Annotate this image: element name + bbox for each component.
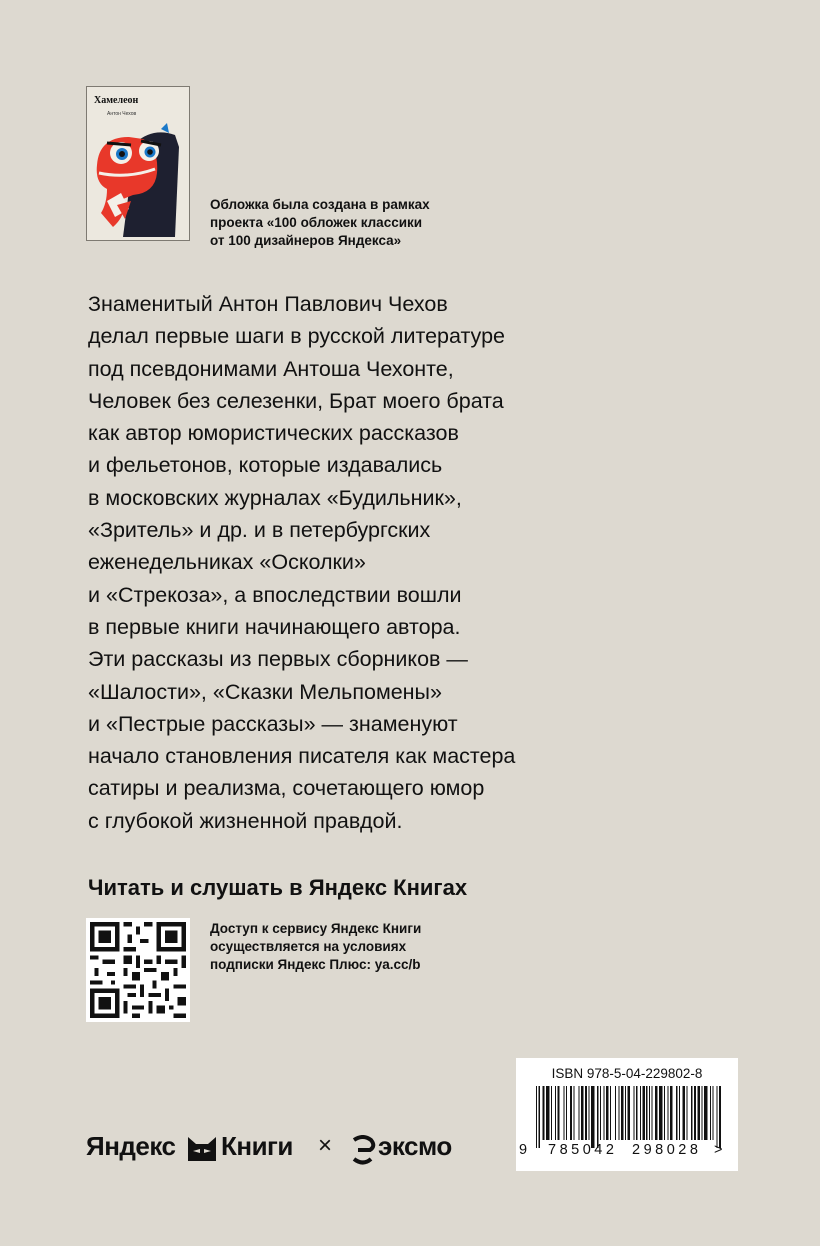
books-wordmark: Книги: [221, 1131, 293, 1161]
barcode-bar: [627, 1086, 629, 1140]
cover-note-line: проекта «100 обложек классики: [210, 215, 423, 230]
description-line: как автор юмористических рассказов: [88, 421, 459, 446]
barcode-bar: [651, 1086, 652, 1140]
barcode-bar: [570, 1086, 572, 1140]
description-line: и фельетонов, которые издавались: [88, 453, 443, 478]
barcode-bar: [676, 1086, 677, 1140]
barcode-bar: [716, 1086, 717, 1148]
times-sign: ×: [318, 1132, 332, 1159]
barcode-bar: [574, 1086, 575, 1140]
barcode: [534, 1086, 724, 1148]
barcode-bar: [625, 1086, 626, 1140]
barcode-bar: [679, 1086, 680, 1140]
qr-code[interactable]: [86, 918, 190, 1022]
barcode-bar: [563, 1086, 564, 1140]
barcode-bar: [585, 1086, 587, 1140]
isbn-label: ISBN 978-5-04-229802-8: [551, 1066, 703, 1081]
description-line: с глубокой жизненной правдой.: [88, 808, 403, 833]
barcode-bar: [604, 1086, 605, 1140]
access-note-line: Доступ к сервису Яндекс Книги: [210, 921, 422, 936]
barcode-digits-right: 298028: [632, 1142, 702, 1158]
barcode-bar: [536, 1086, 537, 1148]
access-note: [210, 920, 480, 974]
barcode-bar: [683, 1086, 685, 1140]
description-line: сатиры и реализма, сочетающего юмор: [88, 776, 485, 801]
read-heading: Читать и слушать в Яндекс Книгах: [88, 875, 468, 900]
barcode-first-digit: 9: [519, 1142, 528, 1158]
description-line: и «Пестрые рассказы» — знаменуют: [88, 711, 458, 736]
barcode-bar: [615, 1086, 616, 1140]
barcode-bar: [719, 1086, 721, 1148]
barcode-bar: [578, 1086, 579, 1140]
description-line: начало становления писателя как мастера: [88, 744, 516, 769]
barcode-bar: [646, 1086, 647, 1140]
access-note-line: осуществляется на условиях: [210, 939, 407, 954]
barcode-bar: [636, 1086, 637, 1140]
eksmo-wordmark: эксмо: [378, 1131, 452, 1161]
description-line: в первые книги начинающего автора.: [88, 614, 461, 639]
cover-title: Хамелеон: [94, 95, 139, 106]
barcode-bar: [713, 1086, 714, 1140]
barcode-bar: [606, 1086, 608, 1140]
cat-logo-icon: [187, 1136, 217, 1162]
description-line: еженедельниках «Осколки»: [88, 550, 366, 575]
cover-thumbnail: [86, 86, 190, 241]
cover-note-line: от 100 дизайнеров Яндекса»: [210, 233, 402, 248]
description-line: Знаменитый Антон Павлович Чехов: [88, 292, 448, 316]
barcode-bar: [581, 1086, 583, 1140]
description-line: в московских журналах «Будильник»,: [88, 485, 462, 510]
barcode-bar: [668, 1086, 669, 1140]
barcode-end-mark: >: [714, 1142, 723, 1158]
barcode-bar: [642, 1086, 644, 1140]
barcode-bar: [619, 1086, 620, 1140]
book-description: [88, 288, 568, 837]
barcode-bar: [539, 1086, 540, 1148]
barcode-bar: [621, 1086, 623, 1140]
barcode-bar: [701, 1086, 702, 1140]
description-line: Человек без селезенки, Брат моего брата: [88, 388, 504, 413]
barcode-bar: [610, 1086, 611, 1140]
chameleon-illustration: [93, 123, 185, 237]
yandex-wordmark: Яндекс: [86, 1131, 176, 1161]
barcode-bar: [670, 1086, 672, 1140]
barcode-bar: [649, 1086, 650, 1140]
barcode-bar: [542, 1086, 544, 1140]
barcode-bar: [640, 1086, 641, 1140]
barcode-bar: [557, 1086, 559, 1140]
barcode-bar: [655, 1086, 657, 1140]
barcode-bar: [686, 1086, 687, 1140]
access-note-line: подписки Яндекс Плюс: ya.cc/b: [210, 957, 421, 972]
isbn-barcode-block: [516, 1058, 738, 1171]
description-line: делал первые шаги в русской литературе: [88, 324, 505, 349]
barcode-bar: [597, 1086, 598, 1148]
cover-note-line: Обложка была создана в рамках: [210, 197, 430, 212]
barcode-bar: [591, 1086, 594, 1148]
barcode-bar: [600, 1086, 601, 1140]
barcode-bar: [659, 1086, 662, 1140]
barcode-bar: [698, 1086, 700, 1140]
barcode-bar: [546, 1086, 549, 1140]
cover-author: Антон Чехов: [107, 111, 137, 117]
description-line: и «Стрекоза», а впоследствии вошли: [88, 582, 462, 607]
eksmo-logo-icon: [350, 1135, 376, 1165]
description-line: «Шалости», «Сказки Мельпомены»: [88, 679, 442, 704]
barcode-bar: [589, 1086, 590, 1140]
barcode-bar: [691, 1086, 692, 1140]
barcode-bar: [634, 1086, 635, 1140]
barcode-bar: [704, 1086, 707, 1140]
barcode-bar: [566, 1086, 567, 1140]
barcode-bar: [694, 1086, 696, 1140]
description-line: «Зритель» и др. и в петербургских: [88, 518, 431, 543]
description-line: под псевдонимами Антоша Чехонте,: [88, 356, 454, 381]
barcode-bar: [664, 1086, 665, 1140]
barcode-bar: [551, 1086, 552, 1140]
barcode-digits-left: 785042: [548, 1142, 618, 1158]
barcode-bar: [555, 1086, 556, 1140]
barcode-bar: [710, 1086, 711, 1140]
cover-note: [210, 196, 470, 250]
description-line: Эти рассказы из первых сборников —: [88, 647, 468, 672]
